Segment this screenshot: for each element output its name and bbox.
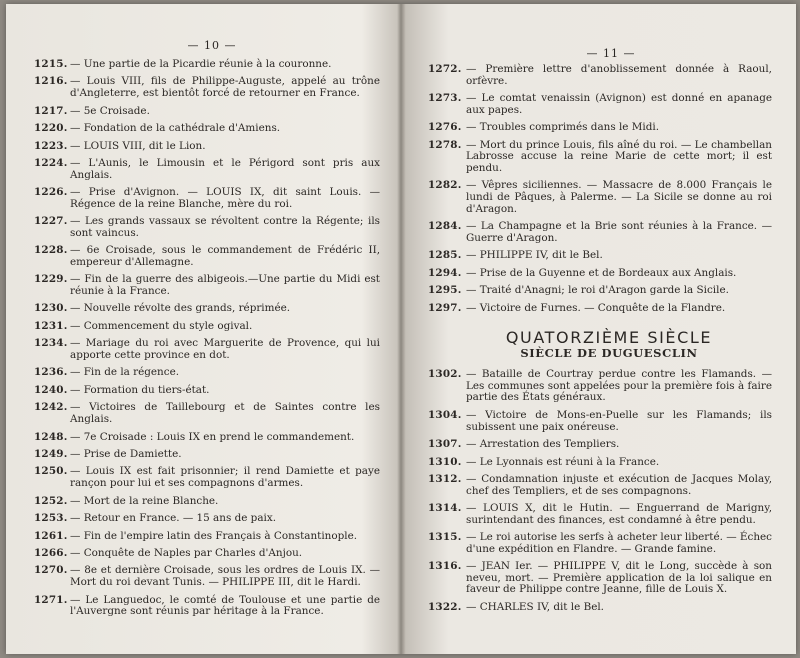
chronology-entry bbox=[408, 285, 794, 297]
entry-text: — Victoires de Taillebourg et de Saintes contre les Anglais. bbox=[70, 401, 380, 426]
entry-text: — Victoire de Mons-en-Puelle sur les Flamands; ils subissent une paix onéreuse. bbox=[466, 408, 772, 433]
chronology-entry bbox=[408, 268, 794, 280]
chronology-entry bbox=[16, 565, 394, 588]
entry-year: 1253. bbox=[34, 512, 68, 525]
entry-text: — Fondation de la cathédrale d'Amiens. bbox=[70, 122, 281, 135]
left-page bbox=[16, 4, 394, 654]
entry-year: 1266. bbox=[34, 547, 68, 559]
chronology-entry bbox=[408, 303, 794, 315]
chronology-entry bbox=[16, 402, 394, 425]
entry-year: 1217. bbox=[34, 104, 68, 117]
chronology-list bbox=[408, 369, 794, 613]
chronology-entry bbox=[16, 432, 394, 444]
entry-text: — Prise d'Avignon. — LOUIS IX, dit saint Louis. — Régence de la reine Blanche, mère du roi. bbox=[70, 186, 380, 210]
entry-text: — Première lettre d'anoblissement donnée à Raoul, orfèvre. bbox=[466, 63, 772, 87]
entry-text: — LOUIS X, dit le Hutin. — Enguerrand de Marigny, surintendant des finances, est condamné à être pendu. bbox=[466, 502, 772, 526]
entry-text: — 5e Croisade. bbox=[70, 104, 150, 117]
chronology-entry bbox=[408, 221, 794, 244]
chronology-entry bbox=[408, 561, 794, 596]
entry-year: 1227. bbox=[34, 215, 68, 228]
entry-year: 1250. bbox=[34, 465, 68, 478]
entry-year: 1240. bbox=[34, 383, 68, 396]
entry-year: 1294. bbox=[428, 266, 462, 279]
entry-year: 1248. bbox=[34, 430, 68, 443]
entry-year: 1273. bbox=[428, 92, 462, 105]
entry-year: 1284. bbox=[428, 219, 462, 232]
chronology-entry bbox=[16, 595, 394, 618]
entry-text: — PHILIPPE IV, dit le Bel. bbox=[466, 249, 603, 262]
entry-text: — Retour en France. — 15 ans de paix. bbox=[70, 512, 277, 525]
chronology-entry bbox=[16, 321, 394, 333]
entry-text: — Le Lyonnais est réuni à la France. bbox=[466, 455, 660, 468]
century-subheading: SIÈCLE DE DUGUESCLIN bbox=[520, 345, 698, 360]
entry-text: — 8e et dernière Croisade, sous les ordres de Louis IX. — Mort du roi devant Tunis. — PHILIPPE III, dit le Hardi. bbox=[70, 564, 380, 589]
entry-year: 1236. bbox=[34, 366, 68, 379]
chronology-entry bbox=[408, 180, 794, 215]
chronology-entry bbox=[16, 245, 394, 268]
chronology-entry bbox=[408, 64, 794, 87]
chronology-entry bbox=[408, 410, 794, 433]
entry-year: 1297. bbox=[428, 301, 462, 314]
chronology-entry bbox=[16, 76, 394, 99]
entry-text: — Le roi autorise les serfs à acheter leur liberté. — Échec d'une expédition en Flandre. — Grande famine. bbox=[466, 531, 772, 555]
chronology-entry bbox=[16, 303, 394, 315]
chronology-entry bbox=[16, 216, 394, 239]
chronology-entry bbox=[408, 602, 794, 614]
entry-year: 1271. bbox=[34, 593, 68, 606]
entry-text: — Prise de Damiette. bbox=[70, 447, 182, 460]
entry-text: — Formation du tiers-état. bbox=[70, 383, 210, 396]
chronology-entry bbox=[408, 439, 794, 451]
entry-year: 1270. bbox=[34, 564, 68, 577]
entry-text: — Fin de l'empire latin des Français à Constantinople. bbox=[70, 529, 358, 542]
entry-text: — Nouvelle révolte des grands, réprimée. bbox=[70, 302, 291, 315]
chronology-entry bbox=[16, 158, 394, 181]
entry-text: — L'Aunis, le Limousin et le Périgord sont pris aux Anglais. bbox=[70, 157, 380, 181]
chronology-entry bbox=[16, 367, 394, 379]
entry-year: 1276. bbox=[428, 121, 462, 134]
chronology-entry bbox=[16, 449, 394, 461]
chronology-entry bbox=[16, 187, 394, 210]
entry-year: 1216. bbox=[34, 75, 68, 88]
entry-year: 1261. bbox=[34, 529, 68, 542]
entry-year: 1316. bbox=[428, 560, 462, 573]
entry-text: — La Champagne et la Brie sont réunies à la France. — Guerre d'Aragon. bbox=[466, 219, 772, 244]
entry-year: 1228. bbox=[34, 244, 68, 257]
entry-text: — Bataille de Courtray perdue contre les Flamands. — Les communes sont appelées pour la première fois à faire partie des États généraux. bbox=[466, 368, 772, 404]
chronology-entry bbox=[16, 274, 394, 297]
entry-text: — Fin de la guerre des albigeois.—Une partie du Midi est réunie à la France. bbox=[70, 273, 380, 297]
entry-year: 1220. bbox=[34, 122, 68, 135]
entry-text: — Mort de la reine Blanche. bbox=[70, 494, 219, 507]
entry-year: 1272. bbox=[428, 63, 462, 75]
entry-text: — Louis IX est fait prisonnier; il rend Damiette et paye rançon pour lui et ses compagnons d'armes. bbox=[70, 465, 380, 490]
entry-text: — Vêpres siciliennes. — Massacre de 8.000 Français le lundi de Pâques, à Palerme. — La Sicile se donne au roi d'Aragon. bbox=[466, 179, 772, 215]
entry-year: 1312. bbox=[428, 473, 462, 486]
entry-text: — Traité d'Anagni; le roi d'Aragon garde la Sicile. bbox=[466, 284, 729, 297]
entry-year: 1302. bbox=[428, 368, 462, 381]
entry-year: 1314. bbox=[428, 502, 462, 515]
entry-text: — Troubles comprimés dans le Midi. bbox=[466, 121, 659, 134]
entry-year: 1224. bbox=[34, 157, 68, 170]
entry-year: 1242. bbox=[34, 401, 68, 414]
entry-text: — Le comtat venaissin (Avignon) est donné en apanage aux papes. bbox=[466, 92, 772, 116]
chronology-list bbox=[16, 59, 394, 618]
entry-year: 1304. bbox=[428, 408, 462, 421]
entry-text: — Victoire de Furnes. — Conquête de la Flandre. bbox=[466, 301, 726, 314]
entry-year: 1226. bbox=[34, 186, 68, 199]
entry-text: — Conquête de Naples par Charles d'Anjou. bbox=[70, 547, 303, 559]
entry-text: — 6e Croisade, sous le commandement de Frédéric II, empereur d'Allemagne. bbox=[70, 244, 380, 268]
chronology-entry bbox=[408, 503, 794, 526]
entry-text: — Commencement du style ogival. bbox=[70, 319, 253, 332]
entry-year: 1315. bbox=[428, 531, 462, 544]
entry-text: — Fin de la régence. bbox=[70, 366, 180, 379]
chronology-entry bbox=[408, 250, 794, 262]
chronology-list bbox=[408, 64, 794, 314]
entry-text: — Les grands vassaux se révoltent contre la Régente; ils sont vaincus. bbox=[70, 215, 380, 239]
chronology-entry bbox=[16, 513, 394, 525]
chronology-entry bbox=[16, 141, 394, 153]
chronology-entry bbox=[16, 123, 394, 135]
entry-year: 1322. bbox=[428, 600, 462, 613]
page-number: — 11 — bbox=[586, 47, 636, 60]
chronology-entry bbox=[16, 385, 394, 397]
entry-text: — Mariage du roi avec Marguerite de Provence, qui lui apporte cette province en dot. bbox=[70, 337, 380, 361]
page-number: — 10 — bbox=[187, 39, 237, 52]
right-page bbox=[408, 4, 794, 654]
entry-year: 1223. bbox=[34, 139, 68, 152]
book-spread bbox=[6, 4, 796, 654]
entry-text: — Condamnation injuste et exécution de Jacques Molay, chef des Templiers, et de ses compagnons. bbox=[466, 473, 772, 497]
century-heading: QUATORZIÈME SIÈCLE bbox=[505, 328, 713, 348]
entry-year: 1230. bbox=[34, 302, 68, 315]
entry-text: — Mort du prince Louis, fils aîné du roi. — Le chambellan Labrosse accuse la reine Marie de cette mort; il est pendu. bbox=[466, 138, 772, 174]
entry-year: 1307. bbox=[428, 438, 462, 451]
entry-text: — JEAN Ier. — PHILIPPE V, dit le Long, succède à son neveu, mort. — Première application de la loi salique en faveur de Philippe contre Jeanne, fille de Louis X. bbox=[466, 560, 772, 596]
entry-text: — CHARLES IV, dit le Bel. bbox=[466, 600, 604, 613]
entry-year: 1252. bbox=[34, 494, 68, 507]
entry-year: 1282. bbox=[428, 179, 462, 192]
chronology-entry bbox=[408, 93, 794, 116]
entry-year: 1231. bbox=[34, 319, 68, 332]
entry-year: 1234. bbox=[34, 337, 68, 350]
chronology-entry bbox=[16, 548, 394, 560]
chronology-entry bbox=[16, 531, 394, 543]
chronology-entry bbox=[408, 369, 794, 404]
entry-year: 1295. bbox=[428, 284, 462, 297]
entry-year: 1215. bbox=[34, 58, 68, 70]
entry-year: 1310. bbox=[428, 455, 462, 468]
chronology-entry bbox=[408, 140, 794, 175]
chronology-entry bbox=[16, 496, 394, 508]
entry-text: — LOUIS VIII, dit le Lion. bbox=[70, 139, 206, 152]
entry-text: — Une partie de la Picardie réunie à la couronne. bbox=[70, 58, 332, 70]
entry-year: 1249. bbox=[34, 447, 68, 460]
chronology-entry bbox=[408, 457, 794, 469]
chronology-entry bbox=[408, 532, 794, 555]
entry-text: — Prise de la Guyenne et de Bordeaux aux Anglais. bbox=[466, 266, 737, 279]
chronology-entry bbox=[16, 106, 394, 118]
entry-year: 1229. bbox=[34, 273, 68, 286]
entry-year: 1278. bbox=[428, 138, 462, 151]
entry-text: — Louis VIII, fils de Philippe-Auguste, appelé au trône d'Angleterre, est bientôt forcé de retourner en France. bbox=[70, 75, 380, 100]
chronology-entry bbox=[16, 338, 394, 361]
entry-text: — Le Languedoc, le comté de Toulouse et une partie de l'Auvergne sont réunis par héritage à la France. bbox=[70, 593, 380, 618]
chronology-entry bbox=[408, 474, 794, 497]
entry-year: 1285. bbox=[428, 249, 462, 262]
entry-text: — 7e Croisade : Louis IX en prend le commandement. bbox=[70, 430, 355, 443]
entry-text: — Arrestation des Templiers. bbox=[466, 438, 620, 451]
chronology-entry bbox=[16, 59, 394, 71]
chronology-entry bbox=[408, 122, 794, 134]
chronology-entry bbox=[16, 466, 394, 489]
